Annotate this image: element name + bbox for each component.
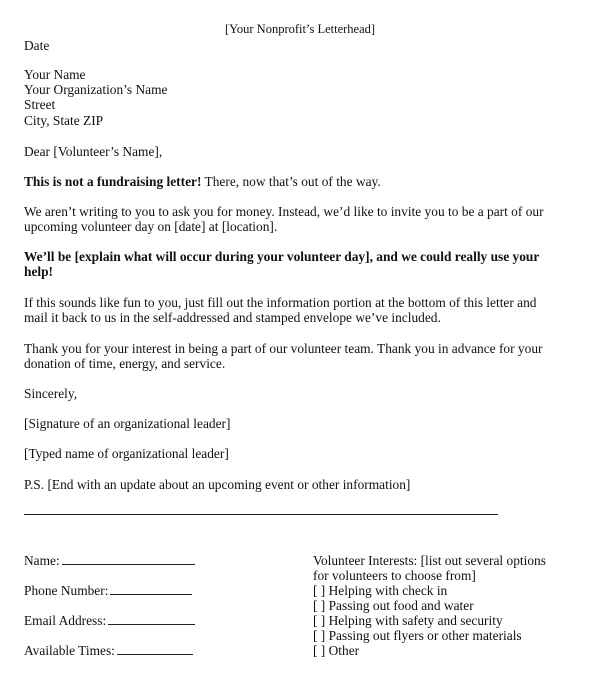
- letterhead: [Your Nonprofit’s Letterhead]: [224, 22, 376, 36]
- interest-option-check-in[interactable]: [ ] Helping with check in: [313, 583, 448, 598]
- interest-option-flyers[interactable]: [ ] Passing out flyers or other materials: [313, 628, 522, 643]
- name-label: Name:: [24, 553, 60, 568]
- sender-name: Your Name: [24, 67, 86, 82]
- paragraph-1-bold: This is not a fundraising letter!: [24, 174, 202, 189]
- paragraph-1-rest: There, now that’s out of the way.: [201, 174, 381, 189]
- available-times-label: Available Times:: [24, 643, 115, 658]
- available-times-blank[interactable]: [117, 643, 193, 655]
- email-field[interactable]: [24, 613, 195, 629]
- paragraph-3-line-1: We’ll be [explain what will occur during your volunteer day], and we could really use your: [24, 249, 540, 264]
- email-blank[interactable]: [108, 613, 195, 625]
- paragraph-3-line-2: help!: [24, 264, 54, 279]
- interest-option-food-water[interactable]: [ ] Passing out food and water: [313, 598, 474, 613]
- name-field[interactable]: [24, 553, 195, 569]
- available-times-field[interactable]: [24, 643, 193, 659]
- paragraph-2-line-1: We aren’t writing to you to ask you for money. Instead, we’d like to invite you to be a part of our: [24, 204, 544, 219]
- phone-field[interactable]: [24, 583, 192, 599]
- paragraph-1: [24, 174, 381, 190]
- salutation: Dear [Volunteer’s Name],: [24, 144, 163, 159]
- interests-heading-line-1: Volunteer Interests: [list out several options: [313, 553, 546, 568]
- sender-organization: Your Organization’s Name: [24, 82, 168, 97]
- sender-street: Street: [24, 97, 56, 112]
- date-line: Date: [24, 38, 50, 53]
- interest-option-safety-security[interactable]: [ ] Helping with safety and security: [313, 613, 503, 628]
- paragraph-2-line-2: upcoming volunteer day on [date] at [location].: [24, 219, 278, 234]
- name-blank[interactable]: [62, 553, 195, 565]
- paragraph-4-line-1: If this sounds like fun to you, just fill out the information portion at the bottom of this letter and: [24, 295, 537, 310]
- postscript: P.S. [End with an update about an upcoming event or other information]: [24, 477, 411, 492]
- interests-heading-line-2: for volunteers to choose from]: [313, 568, 476, 583]
- paragraph-5-line-1: Thank you for your interest in being a part of our volunteer team. Thank you in advance for your: [24, 341, 543, 356]
- interest-option-other[interactable]: [ ] Other: [313, 643, 360, 658]
- closing: Sincerely,: [24, 386, 78, 401]
- phone-label: Phone Number:: [24, 583, 109, 598]
- phone-blank[interactable]: [110, 583, 192, 595]
- email-label: Email Address:: [24, 613, 107, 628]
- paragraph-4-line-2: mail it back to us in the self-addressed and stamped envelope we’ve included.: [24, 310, 441, 325]
- paragraph-5-line-2: donation of time, energy, and service.: [24, 356, 226, 371]
- signature-placeholder: [Signature of an organizational leader]: [24, 416, 231, 431]
- sender-city: City, State ZIP: [24, 113, 104, 128]
- typed-name-placeholder: [Typed name of organizational leader]: [24, 446, 229, 461]
- cut-line-divider: [24, 514, 498, 515]
